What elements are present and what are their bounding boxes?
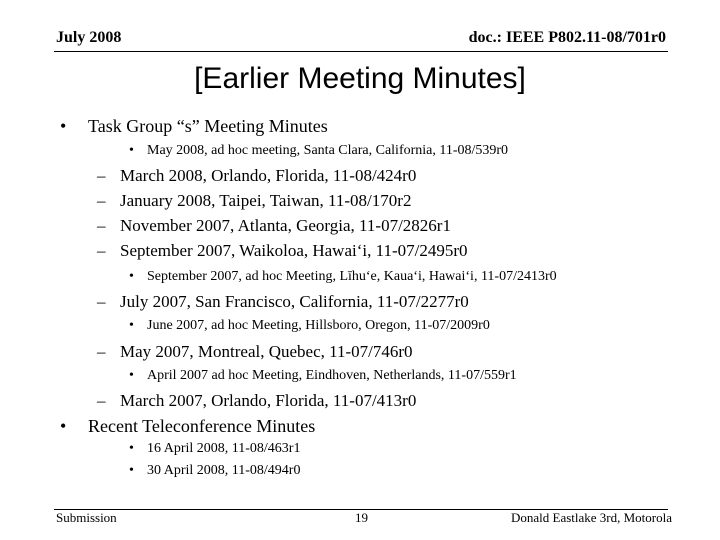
bullet-level1-item	[60, 416, 316, 437]
bullet-level2-item	[97, 342, 413, 362]
bullet-marker: •	[129, 318, 134, 333]
bullet-text: September 2007, Waikoloa, Hawai‘i, 11-07/2495r0	[120, 241, 468, 260]
bullet-level3-item	[129, 269, 557, 285]
bullet-marker: –	[97, 391, 106, 410]
bullet-marker: •	[129, 463, 134, 478]
bullet-marker: –	[97, 241, 106, 260]
bullet-marker: –	[97, 342, 106, 361]
bullet-text: March 2007, Orlando, Florida, 11-07/413r0	[120, 391, 417, 410]
bullet-marker: –	[97, 216, 106, 235]
bullet-marker: •	[129, 368, 134, 383]
bullet-text: 30 April 2008, 11-08/494r0	[147, 463, 301, 478]
bullet-text: November 2007, Atlanta, Georgia, 11-07/2826r1	[120, 216, 451, 235]
bullet-text: June 2007, ad hoc Meeting, Hillsboro, Oregon, 11-07/2009r0	[147, 318, 490, 333]
bullet-marker: –	[97, 292, 106, 311]
bullet-level2-item	[97, 166, 417, 186]
bullet-marker: –	[97, 166, 106, 185]
bullet-text: Task Group “s” Meeting Minutes	[88, 116, 328, 136]
bullet-text: May 2007, Montreal, Quebec, 11-07/746r0	[120, 342, 413, 361]
slide-title: [Earlier Meeting Minutes]	[194, 62, 526, 95]
bullet-text: July 2007, San Francisco, California, 11-07/2277r0	[120, 292, 469, 311]
bullet-level2-item	[97, 391, 417, 411]
bullet-text: January 2008, Taipei, Taiwan, 11-08/170r2	[120, 191, 412, 210]
header-rule	[54, 51, 668, 52]
bullet-text: September 2007, ad hoc Meeting, Līhu‘e, Kaua‘i, Hawai‘i, 11-07/2413r0	[147, 269, 557, 284]
header-date: July 2008	[56, 29, 122, 46]
bullet-text: May 2008, ad hoc meeting, Santa Clara, California, 11-08/539r0	[147, 143, 509, 158]
bullet-level2-item	[97, 241, 468, 261]
bullet-text: Recent Teleconference Minutes	[88, 416, 316, 436]
bullet-marker: •	[60, 116, 67, 136]
bullet-level3-item	[129, 368, 517, 384]
footer-submission: Submission	[56, 510, 117, 525]
bullet-text: 16 April 2008, 11-08/463r1	[147, 441, 301, 456]
footer-author: Donald Eastlake 3rd, Motorola	[510, 510, 672, 525]
bullet-level2-item	[97, 292, 469, 312]
bullet-level2-item	[97, 216, 451, 236]
bullet-level3-item	[129, 441, 301, 457]
bullet-marker: •	[129, 441, 134, 456]
bullet-level3-item	[129, 463, 301, 479]
bullet-text: April 2007 ad hoc Meeting, Eindhoven, Netherlands, 11-07/559r1	[147, 368, 517, 383]
footer-page-number: 19	[355, 510, 368, 525]
bullet-level1-item	[60, 116, 328, 137]
bullet-marker: •	[129, 143, 134, 158]
bullet-marker: –	[97, 191, 106, 210]
header-doc-id: doc.: IEEE P802.11-08/701r0	[468, 29, 666, 46]
bullet-level3-item	[129, 318, 490, 334]
bullet-level2-item	[97, 191, 412, 211]
bullet-level3-item	[129, 143, 509, 159]
bullet-marker: •	[129, 269, 134, 284]
bullet-text: March 2008, Orlando, Florida, 11-08/424r0	[120, 166, 417, 185]
bullet-marker: •	[60, 416, 67, 436]
